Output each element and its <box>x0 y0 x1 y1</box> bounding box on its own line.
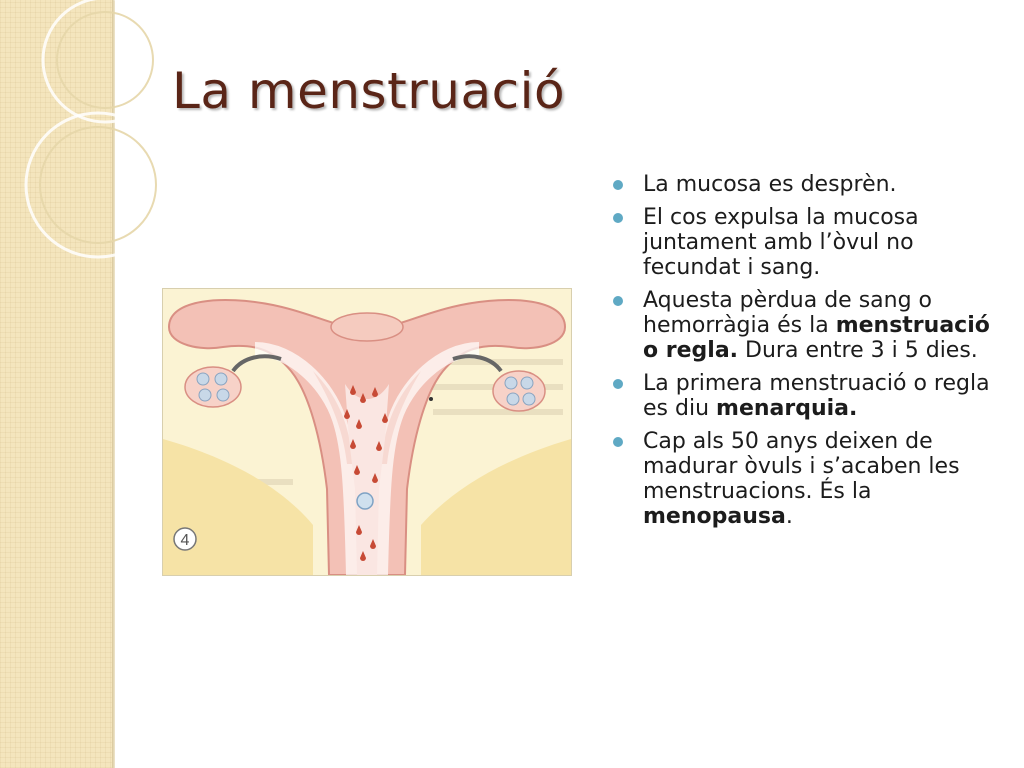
bullet-item <box>613 205 1003 280</box>
bullet-text: Cap als 50 anys deixen de madurar òvuls i s’acaben les menstruacions. És la <box>643 429 960 504</box>
bullet-text: Aquesta pèrdua de sang o hemorràgia és la <box>643 288 933 338</box>
bullet-dot-icon <box>613 296 623 306</box>
bullet-item <box>613 371 1003 421</box>
bullet-emphasis-text: menstruació o regla. <box>643 313 990 363</box>
decorative-circles <box>0 0 220 320</box>
figure-number-label <box>174 528 196 550</box>
bullet-text: Dura entre 3 i 5 dies. <box>738 338 978 363</box>
uterus-illustration <box>162 288 572 576</box>
bullet-text: La mucosa es desprèn. <box>643 172 897 197</box>
bullet-dot-icon <box>613 379 623 389</box>
svg-text:4: 4 <box>180 532 190 549</box>
bullet-dot-icon <box>613 180 623 190</box>
bullet-dot-icon <box>613 213 623 223</box>
bullet-emphasis-text: menarquia. <box>716 396 858 421</box>
bullet-text: El cos expulsa la mucosa juntament amb l’òvul no fecundat i sang. <box>643 205 919 280</box>
bullet-text: . <box>785 504 793 529</box>
bullet-item <box>613 429 1003 529</box>
bullet-item <box>613 288 1003 363</box>
bullet-list <box>613 172 1003 537</box>
bullet-text: La primera menstruació o regla es diu <box>643 371 990 421</box>
bullet-dot-icon <box>613 437 623 447</box>
bullet-item <box>613 172 1003 197</box>
slide-title: La menstruació <box>172 62 566 120</box>
bullet-emphasis-text: menopausa <box>643 504 786 529</box>
